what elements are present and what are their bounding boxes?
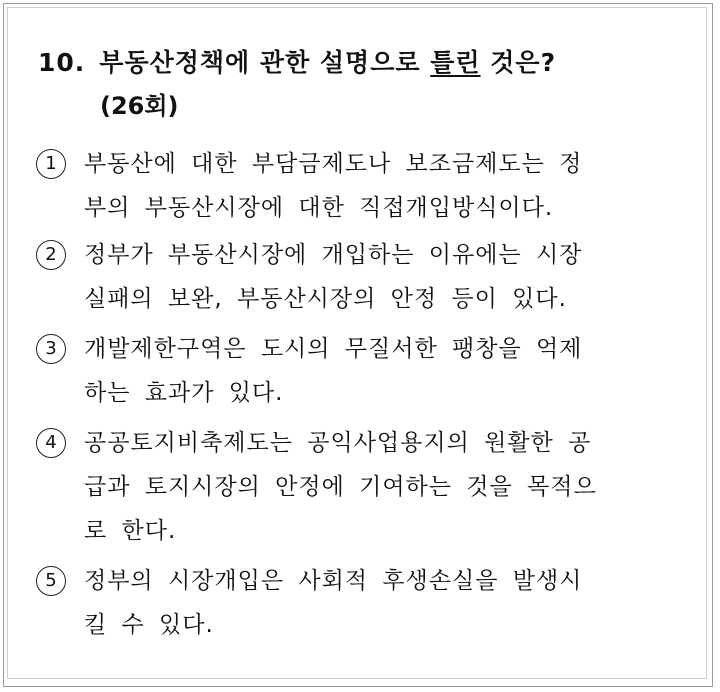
option-line: 부의 부동산시장에 대한 직접개입방식이다.	[84, 195, 554, 221]
question-keyword-underlined: 틀린	[430, 48, 481, 77]
option-line: 급과 토지시장의 안정에 기여하는 것을 목적으	[84, 474, 597, 500]
option-line: 개발제한구역은 도시의 무질서한 팽창을 억제	[84, 336, 583, 362]
option-line: 공공토지비축제도는 공익사업용지의 원활한 공	[84, 430, 592, 456]
option-line: 정부가 부동산시장에 개입하는 이유에는 시장	[84, 242, 583, 268]
question-text-end: 것은?	[490, 48, 557, 77]
option-line: 하는 효과가 있다.	[84, 380, 284, 406]
option-line: 킬 수 있다.	[84, 612, 214, 638]
option-number: 3	[36, 334, 66, 364]
option-line: 정부의 시장개입은 사회적 후생손실을 발생시	[84, 568, 583, 594]
option-line: 부동산에 대한 부담금제도나 보조금제도는 정	[84, 151, 583, 177]
question-title	[38, 42, 678, 84]
option-number: 4	[36, 428, 66, 458]
question-text: 부동산정책에 관한 설명으로	[99, 48, 421, 77]
question-number: 10.	[38, 48, 86, 77]
option-number: 1	[36, 149, 66, 179]
option-number: 2	[36, 240, 66, 270]
question-session: (26회)	[100, 92, 179, 120]
option-line: 로 한다.	[84, 518, 177, 544]
option-line: 실패의 보완, 부동산시장의 안정 등이 있다.	[84, 286, 567, 312]
option-number: 5	[36, 566, 66, 596]
